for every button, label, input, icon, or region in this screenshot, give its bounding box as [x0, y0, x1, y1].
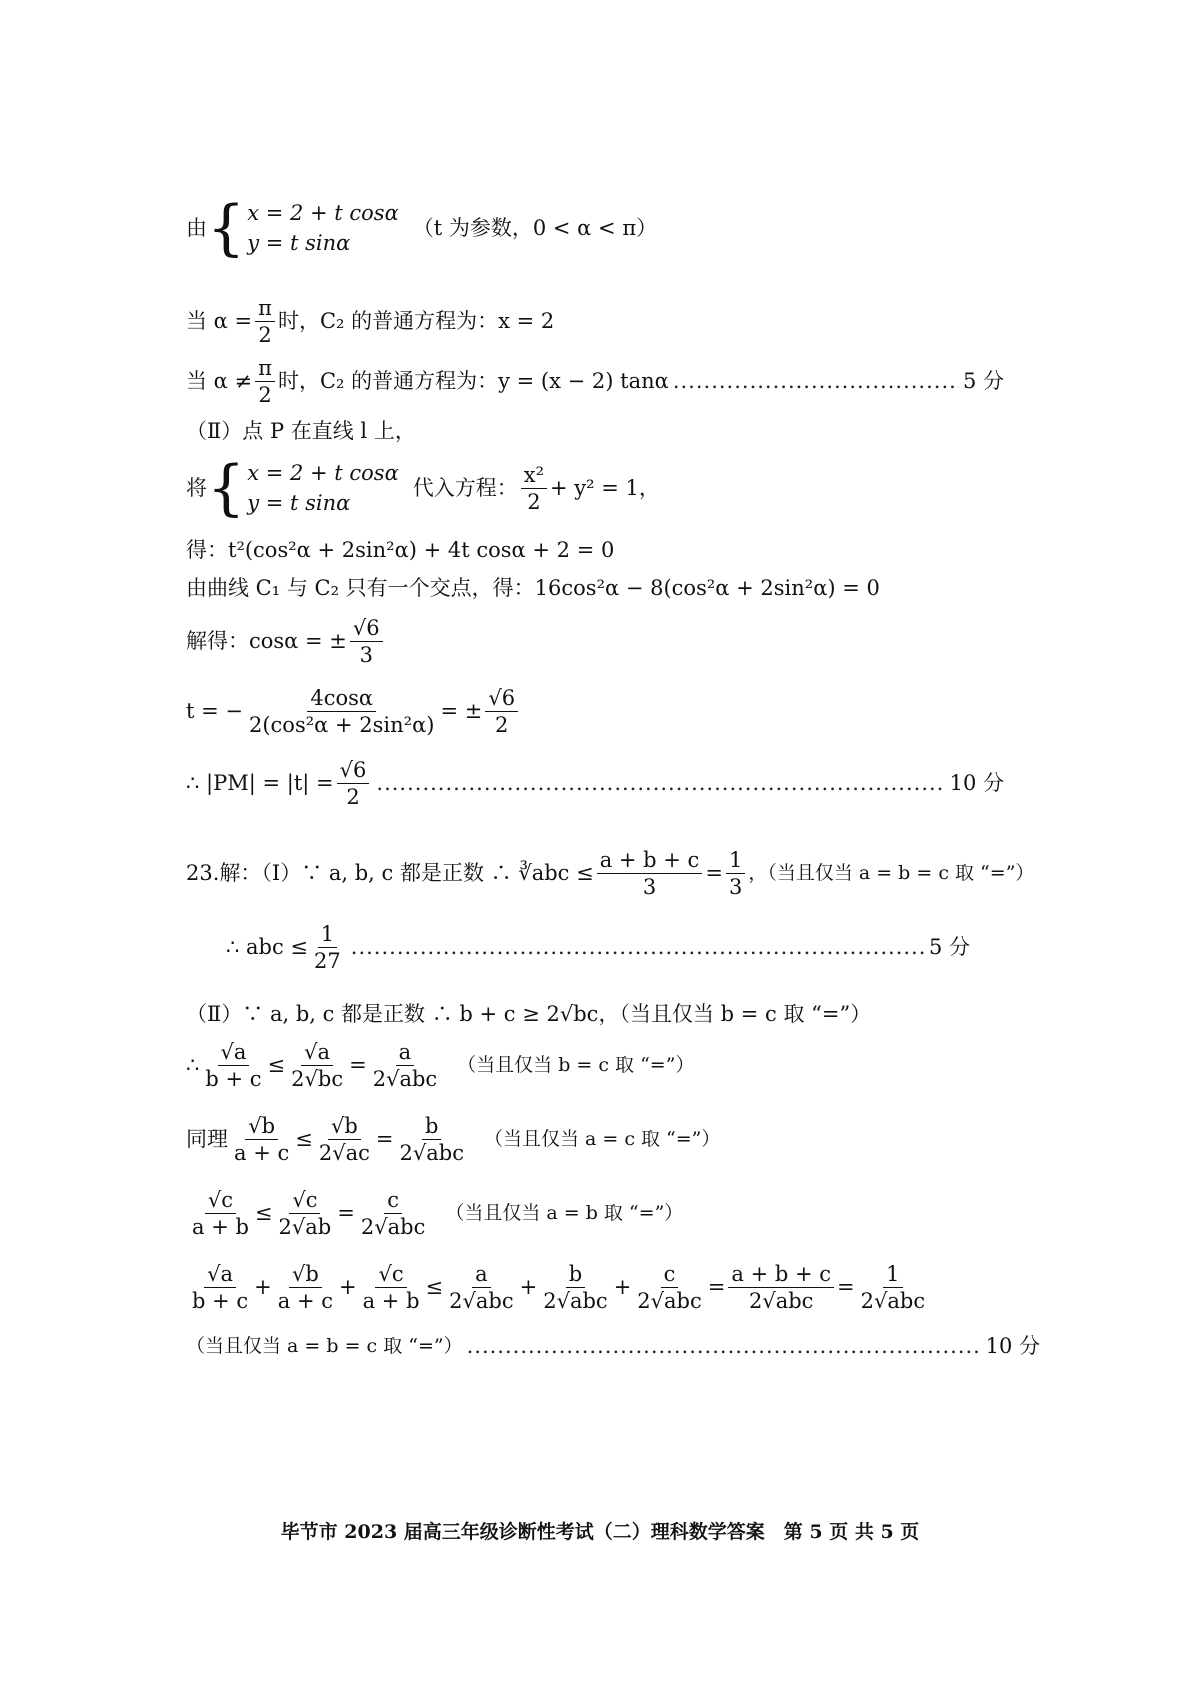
- score-label: 10 分: [985, 1334, 1040, 1358]
- line-pm-result: ∴ |PM| = |t| = $\frac{√6}{2}$ ..... 10 分: [186, 758, 1004, 809]
- equation-system: { x = 2 + t cosα y = t sinα: [207, 453, 399, 524]
- equation-system: { x = 2 + t cosα y = t sinα: [207, 193, 399, 264]
- fraction: $\frac{b}{\text{2√abc}}$: [399, 1114, 464, 1166]
- fraction: $\frac{a}{\text{2√abc}}$: [449, 1262, 514, 1314]
- fraction: $\frac{√a}{b + c}$: [192, 1262, 249, 1314]
- line-abc-bound: ∴ abc ≤ $\frac{1}{27}$ ..... 5 分: [226, 922, 970, 973]
- page-footer: 毕节市 2023 届高三年级诊断性考试（二）理科数学答案 第 5 页 共 5 页: [280, 1521, 920, 1543]
- fraction: $\frac{1}{\text{2√abc}}$: [860, 1262, 926, 1314]
- fraction: $\frac{√6}{2}$: [337, 758, 370, 809]
- line-quadratic: 得：t²(cos²α + 2sin²α) + 4t cosα + 2 = 0: [186, 538, 615, 562]
- fraction: $\frac{a + b + c}{3}$: [597, 848, 703, 899]
- line-discriminant: 由曲线 C₁ 与 C₂ 只有一个交点，得：16cos²α − 8(cos²α + 2sin²α) = 0: [186, 576, 880, 600]
- fraction: $\frac{√b}{a + c}$: [277, 1262, 333, 1314]
- dot-leader: [351, 935, 925, 960]
- fraction: $\frac{c}{\text{2√abc}}$: [637, 1262, 702, 1314]
- score-label: 5 分: [962, 369, 1004, 394]
- fraction: $\frac{a + b + c}{\text{2√abc}}$: [728, 1262, 834, 1313]
- dot-leader: [673, 369, 959, 394]
- line-case-alpha-equal: 当 α = $\frac{\pi}{2}$ 时，C₂ 的普通方程为：x = 2: [186, 296, 555, 348]
- line-case-alpha-not-equal: 当 α ≠ $\frac{\pi}{2}$ 时，C₂ 的普通方程为：y = (x − 2) tanα ..... 5 分: [186, 356, 1004, 407]
- line-substitute: 将 { x = 2 + t cosα y = t sinα 代入方程： $\frac{\text{x²}}{2}$ + y² = 1，: [186, 453, 660, 524]
- dot-leader: [376, 771, 945, 796]
- fraction: $\frac{b}{\text{2√abc}}$: [543, 1262, 608, 1314]
- line-part-two-amgm: （Ⅱ）∵ a, b, c 都是正数 ∴ b + c ≥ 2√bc，（当且仅当 b = c 取 “=”）: [186, 1002, 872, 1026]
- fraction: $\frac{√c}{a + b}$: [362, 1262, 420, 1314]
- score-label: 5 分: [928, 935, 970, 960]
- line-ineq-c: $\frac{√c}{a + b}$ ≤ $\frac{√c}{2√ab}$ = $\frac{c}{\text{2√abc}}$ （当且仅当 a = b 取 “=”）: [186, 1188, 1004, 1239]
- fraction: $\frac{√c}{2√ab}$: [278, 1188, 332, 1240]
- fraction: $\frac{c}{\text{2√abc}}$: [360, 1188, 426, 1240]
- fraction: $\frac{\pi}{2}$: [255, 356, 275, 407]
- line-solve-t: t = − $\frac{4\cos\alpha}{\text{2(cos²α + 2sin²α)}}$ = ± $\frac{√6}{2}$: [186, 686, 1004, 737]
- line-solve-cos: 解得：cosα = ± $\frac{√6}{3}$: [186, 616, 1004, 667]
- line-sum-inequality: $\frac{√a}{b + c}$ + $\frac{√b}{a + c}$ + $\frac{√c}{a + b}$ ≤ $\frac{a}{\text{2√abc}}$ + $\frac{b}{\text{2√abc}}$ + $\frac{c}{\text{2√abc}}$ = $\frac{a + b + c}{\text{2√abc}}$ = $\frac{1}{\text{2√abc}}$: [186, 1262, 1004, 1313]
- line-equality-condition: （当且仅当 a = b = c 取 “=”） ..... 10 分: [186, 1334, 1040, 1359]
- fraction: $\frac{4\cos\alpha}{\text{2(cos²α + 2sin²α)}}$: [248, 686, 435, 738]
- line-q23-part-one: 23.解：（Ⅰ）∵ a, b, c 都是正数 ∴ ∛abc ≤ $\frac{a + b + c}{3}$ = $\frac{1}{3}$ ，（当且仅当 a = b = c 取 “=”）: [186, 848, 1035, 900]
- fraction: $\frac{√6}{3}$: [350, 616, 383, 667]
- dot-leader: [467, 1334, 982, 1359]
- fraction: $\frac{√a}{2√bc}$: [291, 1040, 344, 1092]
- fraction: $\frac{1}{27}$: [314, 922, 341, 974]
- fraction: $\frac{√b}{2√ac}$: [318, 1114, 370, 1166]
- fraction: $\frac{\pi}{2}$: [255, 296, 275, 347]
- fraction: $\frac{√b}{a + c}$: [234, 1114, 290, 1166]
- line-ineq-a: ∴ $\frac{√a}{b + c}$ ≤ $\frac{√a}{2√bc}$ = $\frac{a}{\text{2√abc}}$ （当且仅当 b = c 取 “=”）: [186, 1040, 695, 1092]
- fraction: $\frac{√c}{a + b}$: [192, 1188, 249, 1240]
- line-ineq-b: 同理 $\frac{√b}{a + c}$ ≤ $\frac{√b}{2√ac}$ = $\frac{b}{\text{2√abc}}$ （当且仅当 a = c 取 “=”）: [186, 1114, 721, 1166]
- fraction: $\frac{1}{3}$: [726, 848, 745, 899]
- score-label: 10 分: [949, 771, 1004, 796]
- line-part-two-intro: （Ⅱ）点 P 在直线 l 上，: [186, 419, 416, 443]
- fraction: $\frac{\text{x²}}{2}$: [521, 463, 547, 514]
- line-parametric-system: 由 { x = 2 + t cosα y = t sinα （t 为参数，0 < α < π）: [186, 193, 658, 264]
- fraction: $\frac{a}{\text{2√abc}}$: [372, 1040, 438, 1092]
- fraction: $\frac{√a}{b + c}$: [205, 1040, 262, 1092]
- fraction: $\frac{√6}{2}$: [485, 686, 518, 737]
